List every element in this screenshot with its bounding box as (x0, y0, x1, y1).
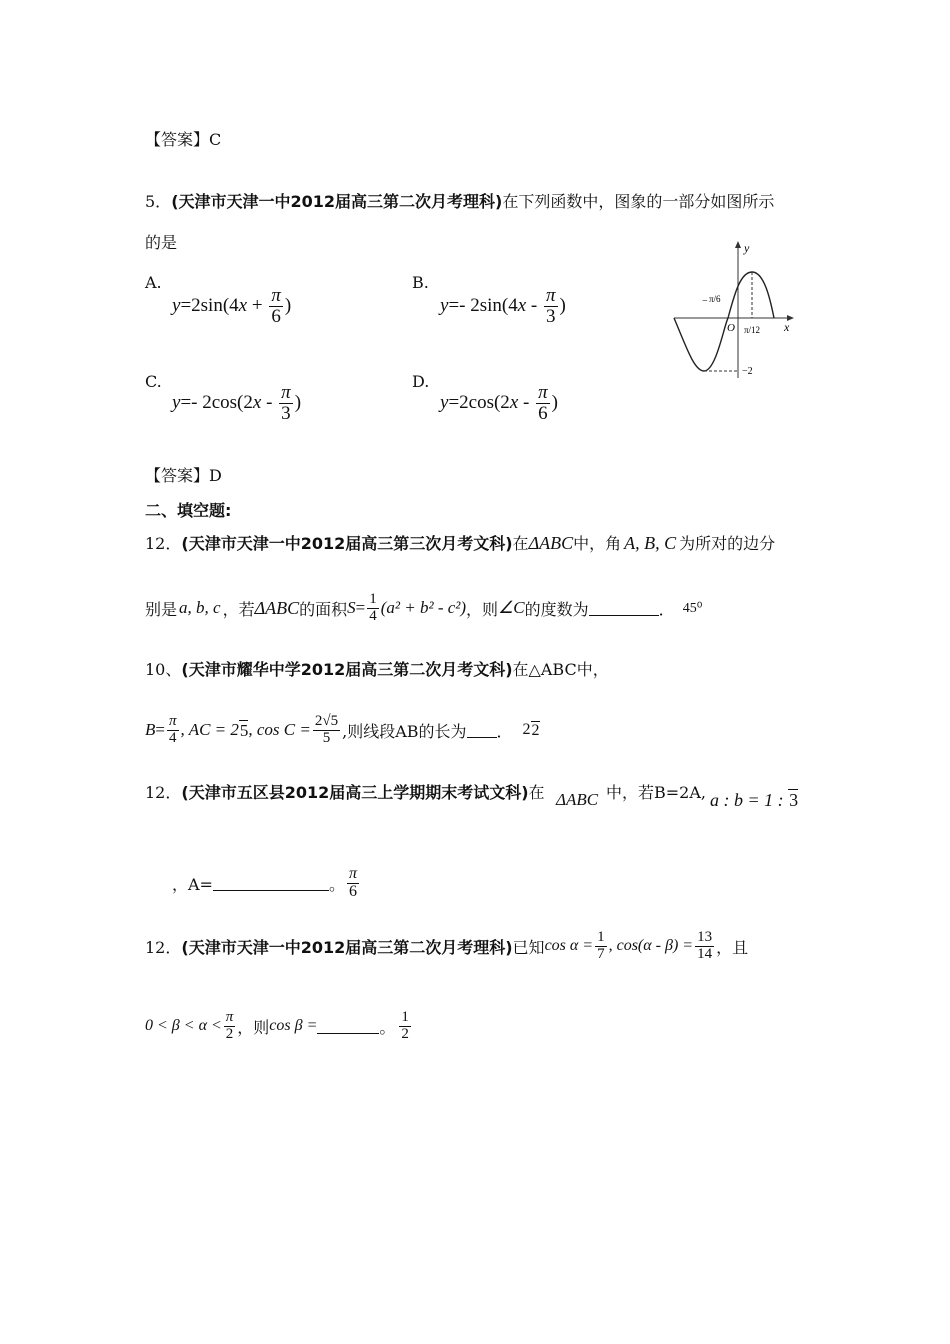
frac-num: 1 (401, 1009, 409, 1025)
frac-num: 1 (597, 929, 605, 945)
frac-den: 3 (281, 402, 291, 424)
neg-tick-sign: − (702, 296, 708, 307)
frac-den: 3 (546, 305, 556, 327)
question-number: 12． (145, 937, 182, 957)
question-text: 中，角 (573, 534, 622, 553)
option-c-formula (172, 383, 301, 424)
question-source: (天津市五区县2012届高三上学期期末考试文科) (181, 783, 529, 802)
var-y: y (440, 391, 449, 413)
ratio: a : b = 1 : (710, 790, 789, 810)
formula-op: - (261, 391, 278, 413)
question-number: 5． (145, 192, 172, 211)
question-text: 在△ABC中， (512, 660, 609, 679)
answer-blank[interactable] (467, 723, 497, 738)
frac-num: π (168, 713, 177, 729)
option-a-label: A. (145, 273, 162, 292)
area-expression: (a² + b² - c²) (380, 598, 467, 618)
frac-num: π (348, 865, 357, 882)
question-text: ，且 (716, 937, 749, 957)
fraction (224, 1010, 236, 1043)
var-s: S (347, 598, 356, 618)
cos-alpha-beta: , cos(α - β) = (608, 937, 694, 955)
frac-den: 4 (168, 729, 177, 746)
frac-num: π (271, 285, 281, 306)
cos-alpha: cos α = (544, 937, 594, 955)
question-10-line1 (145, 657, 609, 680)
question-text: 已知 (512, 937, 545, 957)
answer-value: 2 (522, 721, 531, 739)
fraction (544, 286, 558, 327)
sine-curve (674, 272, 774, 371)
var-x: x (252, 391, 262, 413)
question-text: ，若 (222, 599, 255, 619)
answer-blank[interactable] (213, 876, 329, 891)
question-number: 10、 (145, 660, 182, 679)
frac-num: π (538, 382, 548, 403)
cos-beta: cos β = (269, 1017, 318, 1035)
angle-c: ∠C (498, 598, 525, 618)
frac-num: π (546, 285, 556, 306)
question-text: 的度数为 (524, 599, 589, 619)
var-y: y (440, 294, 449, 316)
frac-den: 6 (348, 882, 357, 900)
y-axis-arrow (735, 241, 741, 248)
answer-d-line (145, 463, 222, 486)
cosc-expr: , cos C = (248, 720, 311, 740)
question-text: 别是 (145, 599, 178, 619)
answer-value: 45⁰ (682, 600, 703, 616)
option-d-label: D. (412, 372, 430, 391)
frac-num: 2√5 (314, 713, 339, 729)
min-label: −2 (742, 366, 753, 377)
formula-op: - (526, 294, 542, 316)
question-12c-line2 (145, 1010, 413, 1043)
formula-part: =2cos(2 (448, 391, 510, 413)
answer-text: 【答案】C (145, 130, 222, 149)
punct: 。 (328, 874, 345, 894)
formula-part: =- 2sin(4 (448, 294, 518, 316)
option-a-formula (172, 286, 291, 327)
var-b: B (145, 720, 156, 740)
formula-part: =2sin(4 (180, 294, 239, 316)
frac-num: 1 (369, 591, 377, 607)
frac-den: 7 (597, 945, 605, 962)
question-text: 在 (528, 783, 545, 802)
frac-den: 6 (271, 305, 281, 327)
formula-part: ) (284, 294, 292, 316)
frac-den: 2 (225, 1025, 234, 1042)
equals: = (155, 720, 165, 740)
inequality: 0 < β < α < (145, 1017, 222, 1035)
sides: a, b, c (179, 598, 221, 618)
frac-num: π (281, 382, 291, 403)
triangle-abc: ΔABC (528, 533, 574, 553)
fraction (695, 930, 714, 963)
frac-den: 14 (697, 945, 713, 962)
question-text: 为所对的边分 (679, 534, 776, 553)
question-12c-line1 (145, 930, 748, 963)
punct: 。 (379, 1017, 396, 1037)
pos-tick-label: π/12 (744, 325, 761, 335)
fraction (269, 286, 283, 327)
question-source: (天津市天津一中2012届高三第三次月考文科) (181, 534, 513, 553)
neg-tick-label: π/6 (709, 294, 721, 304)
var-x: x (509, 391, 519, 413)
question-number: 12． (145, 783, 182, 802)
option-b-label: B. (412, 273, 429, 292)
question-source: (天津市耀华中学2012届高三第二次月考文科) (181, 660, 513, 679)
question-5-stem (145, 189, 774, 212)
answer-fraction (399, 1010, 411, 1043)
ratio-expr (710, 790, 798, 811)
question-12a-line1 (145, 531, 775, 554)
triangle-abc: ΔABC (556, 790, 599, 809)
y-label: y (744, 241, 750, 255)
answer-blank[interactable] (589, 601, 659, 616)
triangle-abc: ΔABC (254, 597, 300, 618)
answer-sqrt: 2 (531, 721, 540, 739)
question-text: ，则 (466, 599, 499, 619)
option-d-formula (440, 383, 558, 424)
frac-num: π (225, 1009, 234, 1025)
formula-op: + (247, 294, 268, 316)
fraction (536, 383, 550, 424)
frac-num: 13 (697, 929, 713, 945)
answer-text: 【答案】D (145, 466, 222, 485)
frac-den: 5 (322, 729, 331, 746)
formula-part: =- 2cos(2 (180, 391, 253, 413)
question-12b-line2 (172, 866, 361, 901)
punct: ． (496, 721, 513, 741)
fraction (279, 383, 293, 424)
question-text: ,则线段AB的长为 (342, 721, 467, 741)
formula-part: ) (551, 391, 558, 413)
question-text: ，则 (237, 1017, 270, 1037)
question-12a-line2 (145, 592, 702, 625)
fraction (595, 930, 607, 963)
ac-expr: , AC = 2 (180, 720, 239, 740)
question-10-line2 (145, 714, 540, 747)
frac-den: 6 (538, 402, 548, 424)
sqrt-3: 3 (789, 790, 799, 810)
frac-den: 4 (369, 607, 377, 624)
question-text: ，A= (172, 874, 213, 894)
var-x: x (238, 294, 248, 316)
sine-graph (666, 236, 812, 382)
var-y: y (172, 391, 181, 413)
question-text: 的是 (145, 233, 178, 252)
formula-part: ) (294, 391, 302, 413)
angles: A, B, C (624, 533, 677, 553)
equals: = (355, 598, 366, 618)
fraction (167, 714, 179, 747)
x-label: x (784, 320, 790, 334)
answer-blank[interactable] (317, 1019, 379, 1034)
fraction (313, 714, 340, 747)
question-12b-line1 (145, 780, 545, 803)
question-source: (天津市天津一中2012届高三第二次月考理科) (171, 192, 503, 211)
origin-label: O (727, 322, 735, 334)
option-b-formula (440, 286, 566, 327)
formula-op: - (518, 391, 535, 413)
question-source: (天津市天津一中2012届高三第二次月考理科) (181, 937, 513, 957)
question-text: 中，若B=2A, (606, 783, 706, 802)
fraction (367, 592, 379, 625)
sqrt-5: 5 (239, 720, 249, 740)
question-5-stem-cont (145, 230, 177, 253)
section-title: 二、填空题: (145, 501, 232, 520)
option-c-label: C. (145, 372, 162, 391)
question-text: 的面积 (299, 599, 348, 619)
punct: ． (658, 599, 675, 619)
var-x: x (517, 294, 527, 316)
answer-fraction (347, 866, 359, 901)
var-y: y (172, 294, 181, 316)
question-text: 在下列函数中，图象的一部分如图所示 (502, 192, 775, 211)
frac-den: 2 (401, 1025, 409, 1042)
question-text: 在 (512, 534, 529, 553)
answer-c-line (145, 127, 221, 150)
question-number: 12． (145, 534, 182, 553)
formula-part: ) (559, 294, 566, 316)
